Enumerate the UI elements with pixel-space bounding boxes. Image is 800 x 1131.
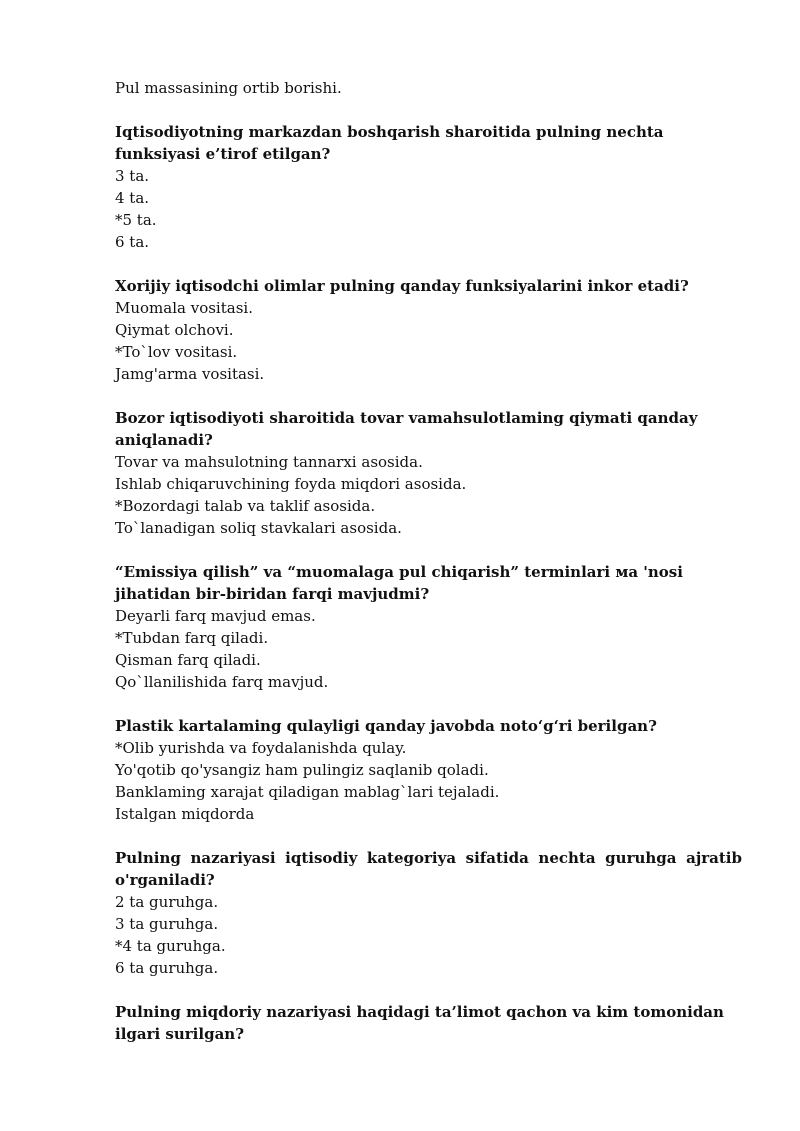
answer-option: To`lanadigan soliq stavkalari asosida. [115, 519, 402, 537]
answer-option: 3 ta. [115, 167, 150, 185]
answer-option: 2 ta guruhga. [115, 893, 219, 911]
answer-option-correct: *Tubdan farq qiladi. [115, 629, 269, 647]
question-text: Iqtisodiyotning markazdan boshqarish sharoitida pulning nechta funksiyasi e’tirof etilgan? [115, 123, 664, 163]
intro-block [115, 77, 742, 99]
answer-option-correct: *Bozordagi talab va taklif asosida. [115, 497, 376, 515]
answer-option: Istalgan miqdorda [115, 805, 255, 823]
document-page [115, 77, 742, 1067]
question-text: Pulning miqdoriy nazariyasi haqidagi ta’limot qachon va kim tomonidan ilgari surilgan? [115, 1003, 724, 1043]
answer-option-correct: *Olib yurishda va foydalanishda qulay. [115, 739, 407, 757]
answer-option-correct: *5 ta. [115, 211, 157, 229]
question-block-7 [115, 1001, 742, 1045]
answer-option: Muomala vositasi. [115, 299, 253, 317]
question-block-6 [115, 847, 742, 979]
question-block-2 [115, 275, 742, 385]
answer-option: 6 ta guruhga. [115, 959, 219, 977]
question-text: Plastik kartalaming qulayligi qanday javobda noto‘g‘ri berilgan? [115, 717, 657, 735]
answer-option: Yo'qotib qo'ysangiz ham pulingiz saqlanib qoladi. [115, 761, 489, 779]
answer-option: Qisman farq qiladi. [115, 651, 261, 669]
answer-option: 6 ta. [115, 233, 150, 251]
question-text: Xorijiy iqtisodchi olimlar pulning qanday funksiyalarini inkor etadi? [115, 277, 689, 295]
question-block-1 [115, 121, 742, 253]
question-text: Bozor iqtisodiyoti sharoitida tovar vamahsulotlaming qiymati qanday aniqlanadi? [115, 409, 698, 449]
answer-option: Qo`llanilishida farq mavjud. [115, 673, 329, 691]
answer-option: Banklaming xarajat qiladigan mablag`lari tejaladi. [115, 783, 500, 801]
question-block-5 [115, 715, 742, 825]
answer-option-correct: *4 ta guruhga. [115, 937, 226, 955]
answer-option: 3 ta guruhga. [115, 915, 219, 933]
answer-option: 4 ta. [115, 189, 150, 207]
question-text: “Emissiya qilish” va “muomalaga pul chiqarish” terminlari ма 'nosi jihatidan bir-biridan farqi mavjudmi? [115, 563, 683, 603]
answer-option: Deyarli farq mavjud emas. [115, 607, 316, 625]
answer-option: Tovar va mahsulotning tannarxi asosida. [115, 453, 423, 471]
answer-option: Ishlab chiqaruvchining foyda miqdori asosida. [115, 475, 467, 493]
answer-option: Qiymat olchovi. [115, 321, 234, 339]
question-block-4 [115, 561, 742, 693]
answer-option-correct: *To`lov vositasi. [115, 343, 238, 361]
answer-option: Jamg'arma vositasi. [115, 365, 265, 383]
question-block-3 [115, 407, 742, 539]
question-text: Pulning nazariyasi iqtisodiy kategoriya sifatida nechta guruhga ajratib o'rganiladi? [115, 849, 742, 889]
intro-answer-line: Pul massasining ortib borishi. [115, 79, 342, 97]
